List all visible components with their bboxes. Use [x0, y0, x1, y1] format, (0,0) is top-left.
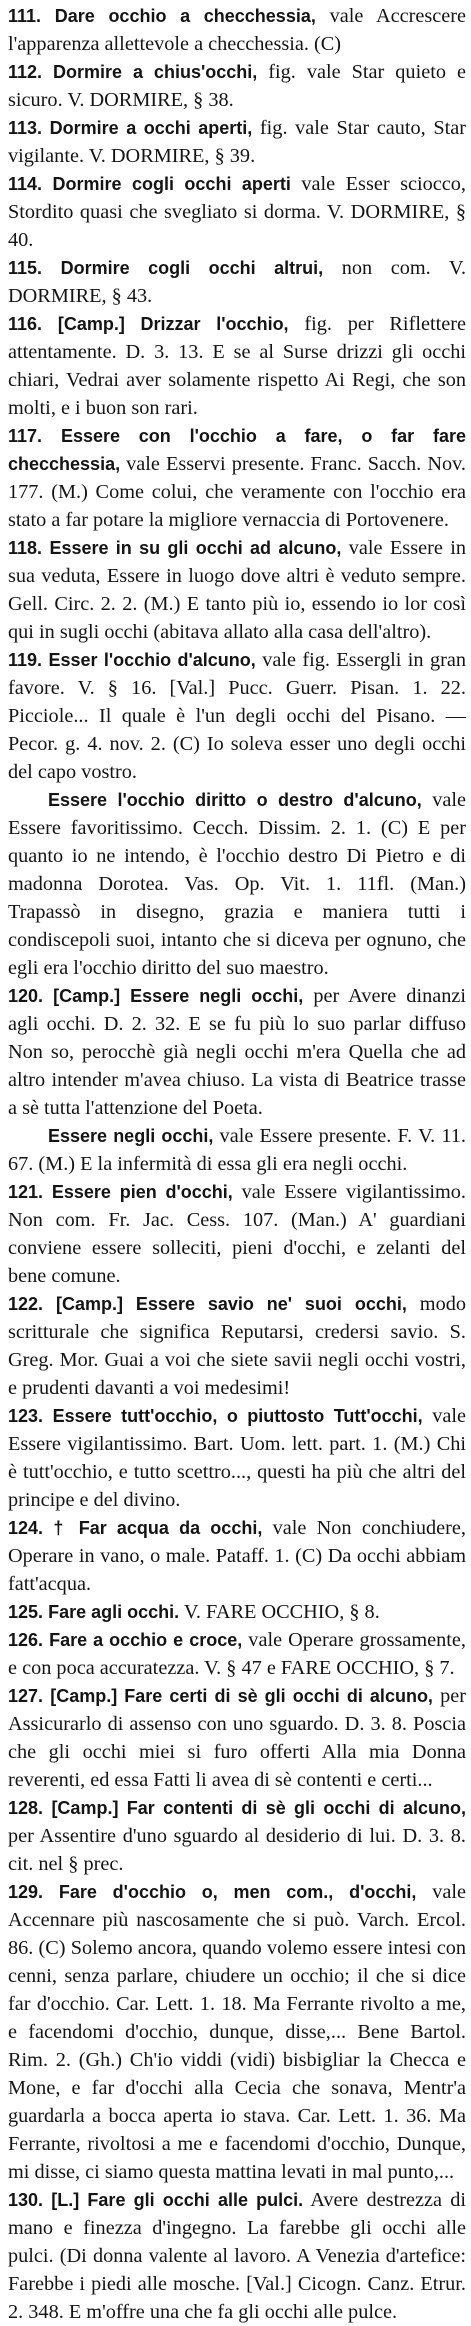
entry-number: 128.: [8, 1798, 44, 1818]
entry-128: [8, 1794, 466, 1878]
entry-122: [8, 1290, 466, 1402]
entry-number: 111.: [8, 6, 42, 26]
entry-body: vale Esservi presente. Franc. Sacch. Nov. 177. (M.) Come colui, che veramente con l'occhio era stato a far potare la migliore vernaccia di Portovenere.: [8, 453, 466, 531]
entry-120-sub: [8, 1122, 466, 1178]
entry-number: 123.: [8, 1406, 44, 1426]
entry-headword: Fare agli occhi.: [48, 1602, 180, 1622]
entry-body: fig. per Riflettere attentamente. D. 3. 13. E se al Surse drizzi gli occhi chiari, Vedrai aver solamente rispetto Ai Regi, che son molti, e i buon son rari.: [8, 313, 466, 419]
entry-125: [8, 1598, 466, 1626]
entry-123: [8, 1402, 466, 1514]
entry-body: vale Non conchiudere, Operare in vano, o male. Pataff. 1. (C) Da occhi abbiam fatt'acqua.: [8, 1517, 466, 1595]
entry-headword: Esser l'occhio d'alcuno,: [48, 650, 256, 670]
entry-body: vale Essere favoritissimo. Cecch. Dissim. 2. 1. (C) E per quanto io ne intendo, è l'occhio destro Di Pietro e di madonna Dorotea. Vas. Op. Vit. 1. 11fl. (Man.) Trapassò in disegno, grazia e maniera tutti i condiscepoli suoi, intanto che si diceva per ognuno, che egli era l'occhio diritto del suo maestro.: [8, 789, 467, 979]
entry-number: 119.: [8, 650, 43, 670]
entry-headword: Essere con l'occhio a fare, o far fare checchessia,: [8, 426, 466, 474]
entry-number: 126.: [8, 1630, 44, 1650]
entry-number: 118.: [8, 538, 43, 558]
entry-114: [8, 170, 466, 254]
entry-127: [8, 1682, 466, 1794]
entry-body: vale Essere in sua veduta, Essere in luogo dove altri è veduto sempre. Gell. Circ. 2. 2. (M.) E tanto più io, essendo io lor così qui in sugli occhi (abitava allato alla casa dell'altro).: [8, 537, 466, 643]
entry-body: vale fig. Essergli in gran favore. V. § 16. [Val.] Pucc. Guerr. Pisan. 1. 22. Picciole... Il quale è l'un degli occhi del Pisano. — Pecor. g. 4. nov. 2. (C) Io soleva esser uno degli occhi del capo vostro.: [8, 649, 467, 783]
entry-number: 130.: [8, 2190, 44, 2210]
entry-headword: † Far acqua da occhi,: [53, 1518, 263, 1538]
entry-body: V. FARE OCCHIO, § 8.: [179, 1601, 380, 1623]
entry-headword: Dare occhio a checchessia,: [54, 6, 316, 26]
entry-number: 124.: [8, 1518, 44, 1538]
entry-headword: Dormire cogli occhi aperti: [52, 174, 291, 194]
entry-body: vale Essere vigilantissimo. Non com. Fr. Jac. Cess. 107. (Man.) A' guardiani conviene essere solleciti, pieni d'occhi, e zelanti del bene comune.: [8, 1181, 466, 1287]
entry-subheadword: Essere l'occhio diritto o destro d'alcuno,: [48, 790, 422, 810]
entry-headword: Dormire a chius'occhi,: [53, 62, 258, 82]
entry-number: 115.: [8, 258, 43, 278]
entry-126: [8, 1626, 466, 1682]
entry-body: vale Esser sciocco, Stordito quasi che svegliato si dorma. V. DORMIRE, § 40.: [8, 173, 466, 251]
entry-number: 112.: [8, 62, 43, 82]
entry-body: fig. vale Star quieto e sicuro. V. DORMIRE, § 38.: [8, 61, 466, 111]
entry-body: fig. vale Star cauto, Star vigilante. V. DORMIRE, § 39.: [8, 117, 467, 167]
entry-number: 129.: [8, 1882, 44, 1902]
entry-112: [8, 58, 466, 114]
entry-number: 117.: [8, 426, 43, 446]
entry-body: Avere destrezza di mano e finezza d'ingegno. La farebbe gli occhi alle pulci. (Di donna valente al lavoro. A Venezia d'artefice: Farebbe i piedi alle mosche. [Val.] Cicogn. Canz. Etrur. 2. 348. E m'offre una che fa gli occhi alle pulce.: [8, 2189, 466, 2323]
entry-number: 127.: [8, 1686, 44, 1706]
entry-headword: [Camp.] Essere negli occhi,: [53, 986, 304, 1006]
entry-headword: [Camp.] Drizzar l'occhio,: [57, 314, 289, 334]
entry-subheadword: Essere negli occhi,: [48, 1126, 214, 1146]
entry-number: 121.: [8, 1182, 44, 1202]
entry-115: [8, 254, 466, 310]
entry-headword: Fare d'occhio o, men com., d'occhi,: [58, 1882, 417, 1902]
entry-129: [8, 1878, 466, 2186]
entry-117: [8, 422, 466, 534]
entry-headword: Essere in su gli occhi ad alcuno,: [49, 538, 342, 558]
entry-headword: [Camp.] Fare certi di sè gli occhi di alcuno,: [50, 1686, 433, 1706]
entry-116: [8, 310, 466, 422]
entry-124: [8, 1514, 466, 1598]
entry-number: 122.: [8, 1294, 44, 1314]
entry-113: [8, 114, 466, 170]
entry-body: vale Accennare più nascosamente che si può. Varch. Ercol. 86. (C) Solemo ancora, quando volemo essere intesi con cenni, senza parlare, chiudere un occhio; il che si dice far d'occhio. Car. Lett. 1. 18. Ma Ferrante rivolto a me, e facendomi d'occhio, dunque, disse,... Bene Bartol. Rim. 2. (Gh.) Ch'io viddi (vidi) bisbigliar la Checca e Mone, e far d'occhi alla Cecia che sonava, Mentr'a guardarla a bocca aperta io stava. Car. Lett. 1. 36. Ma Ferrante, rivoltosi a me e facendomi d'occhio, Dunque, mi disse, ci siamo questa mattina levati in mal punto,...: [8, 1881, 466, 2183]
entry-headword: Essere tutt'occhio, o piuttosto Tutt'occhi,: [52, 1406, 423, 1426]
entry-118: [8, 534, 466, 646]
entry-body: non com. V. DORMIRE, § 43.: [8, 257, 467, 307]
entry-headword: [Camp.] Far contenti di sè gli occhi di alcuno,: [51, 1798, 466, 1818]
entry-headword: Dormire a occhi aperti,: [49, 118, 253, 138]
entry-number: 113.: [8, 118, 43, 138]
entry-body: per Assicurarlo di assenso con uno sguardo. D. 3. 8. Poscia che gli occhi miei si furo offerti Alla mia Donna reverenti, ed essa Fatti li avea di sè contenti e certi...: [8, 1685, 466, 1791]
entry-headword: Dormire cogli occhi altrui,: [60, 258, 324, 278]
entry-119: [8, 646, 466, 786]
entry-body: per Assentire d'uno sguardo al desiderio di lui. D. 3. 8. cit. nel § prec.: [8, 1825, 466, 1875]
entry-119-sub: [8, 786, 466, 982]
entry-number: 125.: [8, 1602, 44, 1622]
entry-body: vale Operare grossamente, e con poca accuratezza. V. § 47 e FARE OCCHIO, § 7.: [8, 1629, 466, 1679]
entry-number: 116.: [8, 314, 43, 334]
entry-number: 114.: [8, 174, 43, 194]
entry-body: per Avere dinanzi agli occhi. D. 2. 32. E se fu più lo suo parlar diffuso Non so, perocchè già negli occhi m'era Quella che ad altro intender m'avea chiuso. La vista di Beatrice trasse a sè tutta l'attenzione del Poeta.: [8, 985, 466, 1119]
entry-body: vale Accrescere l'apparenza allettevole a checchessia. (C): [8, 5, 466, 55]
entry-130: [8, 2186, 466, 2326]
entry-headword: Essere pien d'occhi,: [51, 1182, 233, 1202]
entry-body: vale Essere presente. F. V. 11. 67. (M.) E la infermità di essa gli era negli occhi.: [8, 1125, 466, 1175]
entry-body: modo scritturale che significa Reputarsi, credersi savio. S. Greg. Mor. Guai a voi che siete savii negli occhi vostri, e prudenti davanti a voi medesimi!: [8, 1293, 466, 1399]
entry-120: [8, 982, 466, 1122]
entry-body: vale Essere vigilantissimo. Bart. Uom. lett. part. 1. (M.) Chi è tutt'occhio, e tutto scettro..., questi ha più che altri del principe e del divino.: [8, 1405, 467, 1511]
entry-headword: Fare a occhio e croce,: [49, 1630, 243, 1650]
entry-121: [8, 1178, 466, 1290]
entry-111: [8, 2, 466, 58]
entry-number: 120.: [8, 986, 44, 1006]
entry-headword: [L.] Fare gli occhi alle pulci.: [51, 2190, 304, 2210]
entry-headword: [Camp.] Essere savio ne' suoi occhi,: [56, 1294, 407, 1314]
